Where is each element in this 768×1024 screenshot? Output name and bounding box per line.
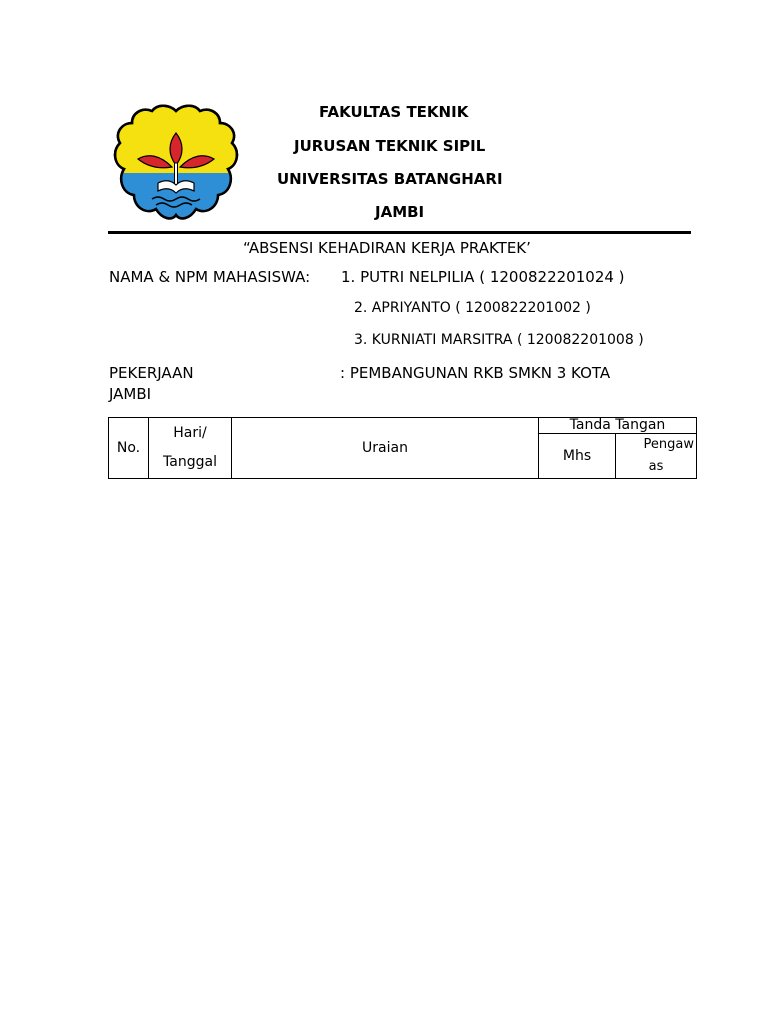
logo-emblem-icon (110, 103, 242, 231)
student-2: 2. APRIYANTO ( 1200822201002 ) (354, 300, 591, 316)
header-cell-no: No. (109, 418, 149, 479)
department-heading: JURUSAN TEKNIK SIPIL (294, 137, 486, 155)
faculty-heading: FAKULTAS TEKNIK (319, 103, 469, 121)
city-heading: JAMBI (375, 203, 425, 221)
work-value: : PEMBANGUNAN RKB SMKN 3 KOTA (340, 364, 611, 382)
header-day-line-1: Hari/ (173, 425, 207, 441)
header-divider (108, 231, 691, 234)
header-day-line-2: Tanggal (163, 454, 217, 470)
university-heading: UNIVERSITAS BATANGHARI (277, 170, 503, 188)
work-value-continuation: JAMBI (109, 385, 152, 403)
student-3: 3. KURNIATI MARSITRA ( 120082201008 ) (354, 332, 644, 348)
work-label: PEKERJAAN (109, 364, 194, 382)
header-cell-description: Uraian (232, 418, 539, 479)
university-logo (110, 103, 242, 231)
students-label: NAMA & NPM MAHASISWA: (109, 268, 311, 286)
student-1: 1. PUTRI NELPILIA ( 1200822201024 ) (341, 268, 625, 286)
attendance-table (108, 417, 697, 479)
header-supervisor-line-1: Pengaw (643, 437, 694, 452)
header-supervisor-line-2: as (648, 459, 664, 474)
header-cell-day (149, 418, 232, 479)
document-title: “ABSENSI KEHADIRAN KERJA PRAKTEK’ (243, 239, 531, 257)
header-cell-student-sign: Mhs (539, 434, 616, 479)
header-cell-signature: Tanda Tangan (539, 418, 697, 434)
header-cell-supervisor-sign (616, 434, 697, 479)
